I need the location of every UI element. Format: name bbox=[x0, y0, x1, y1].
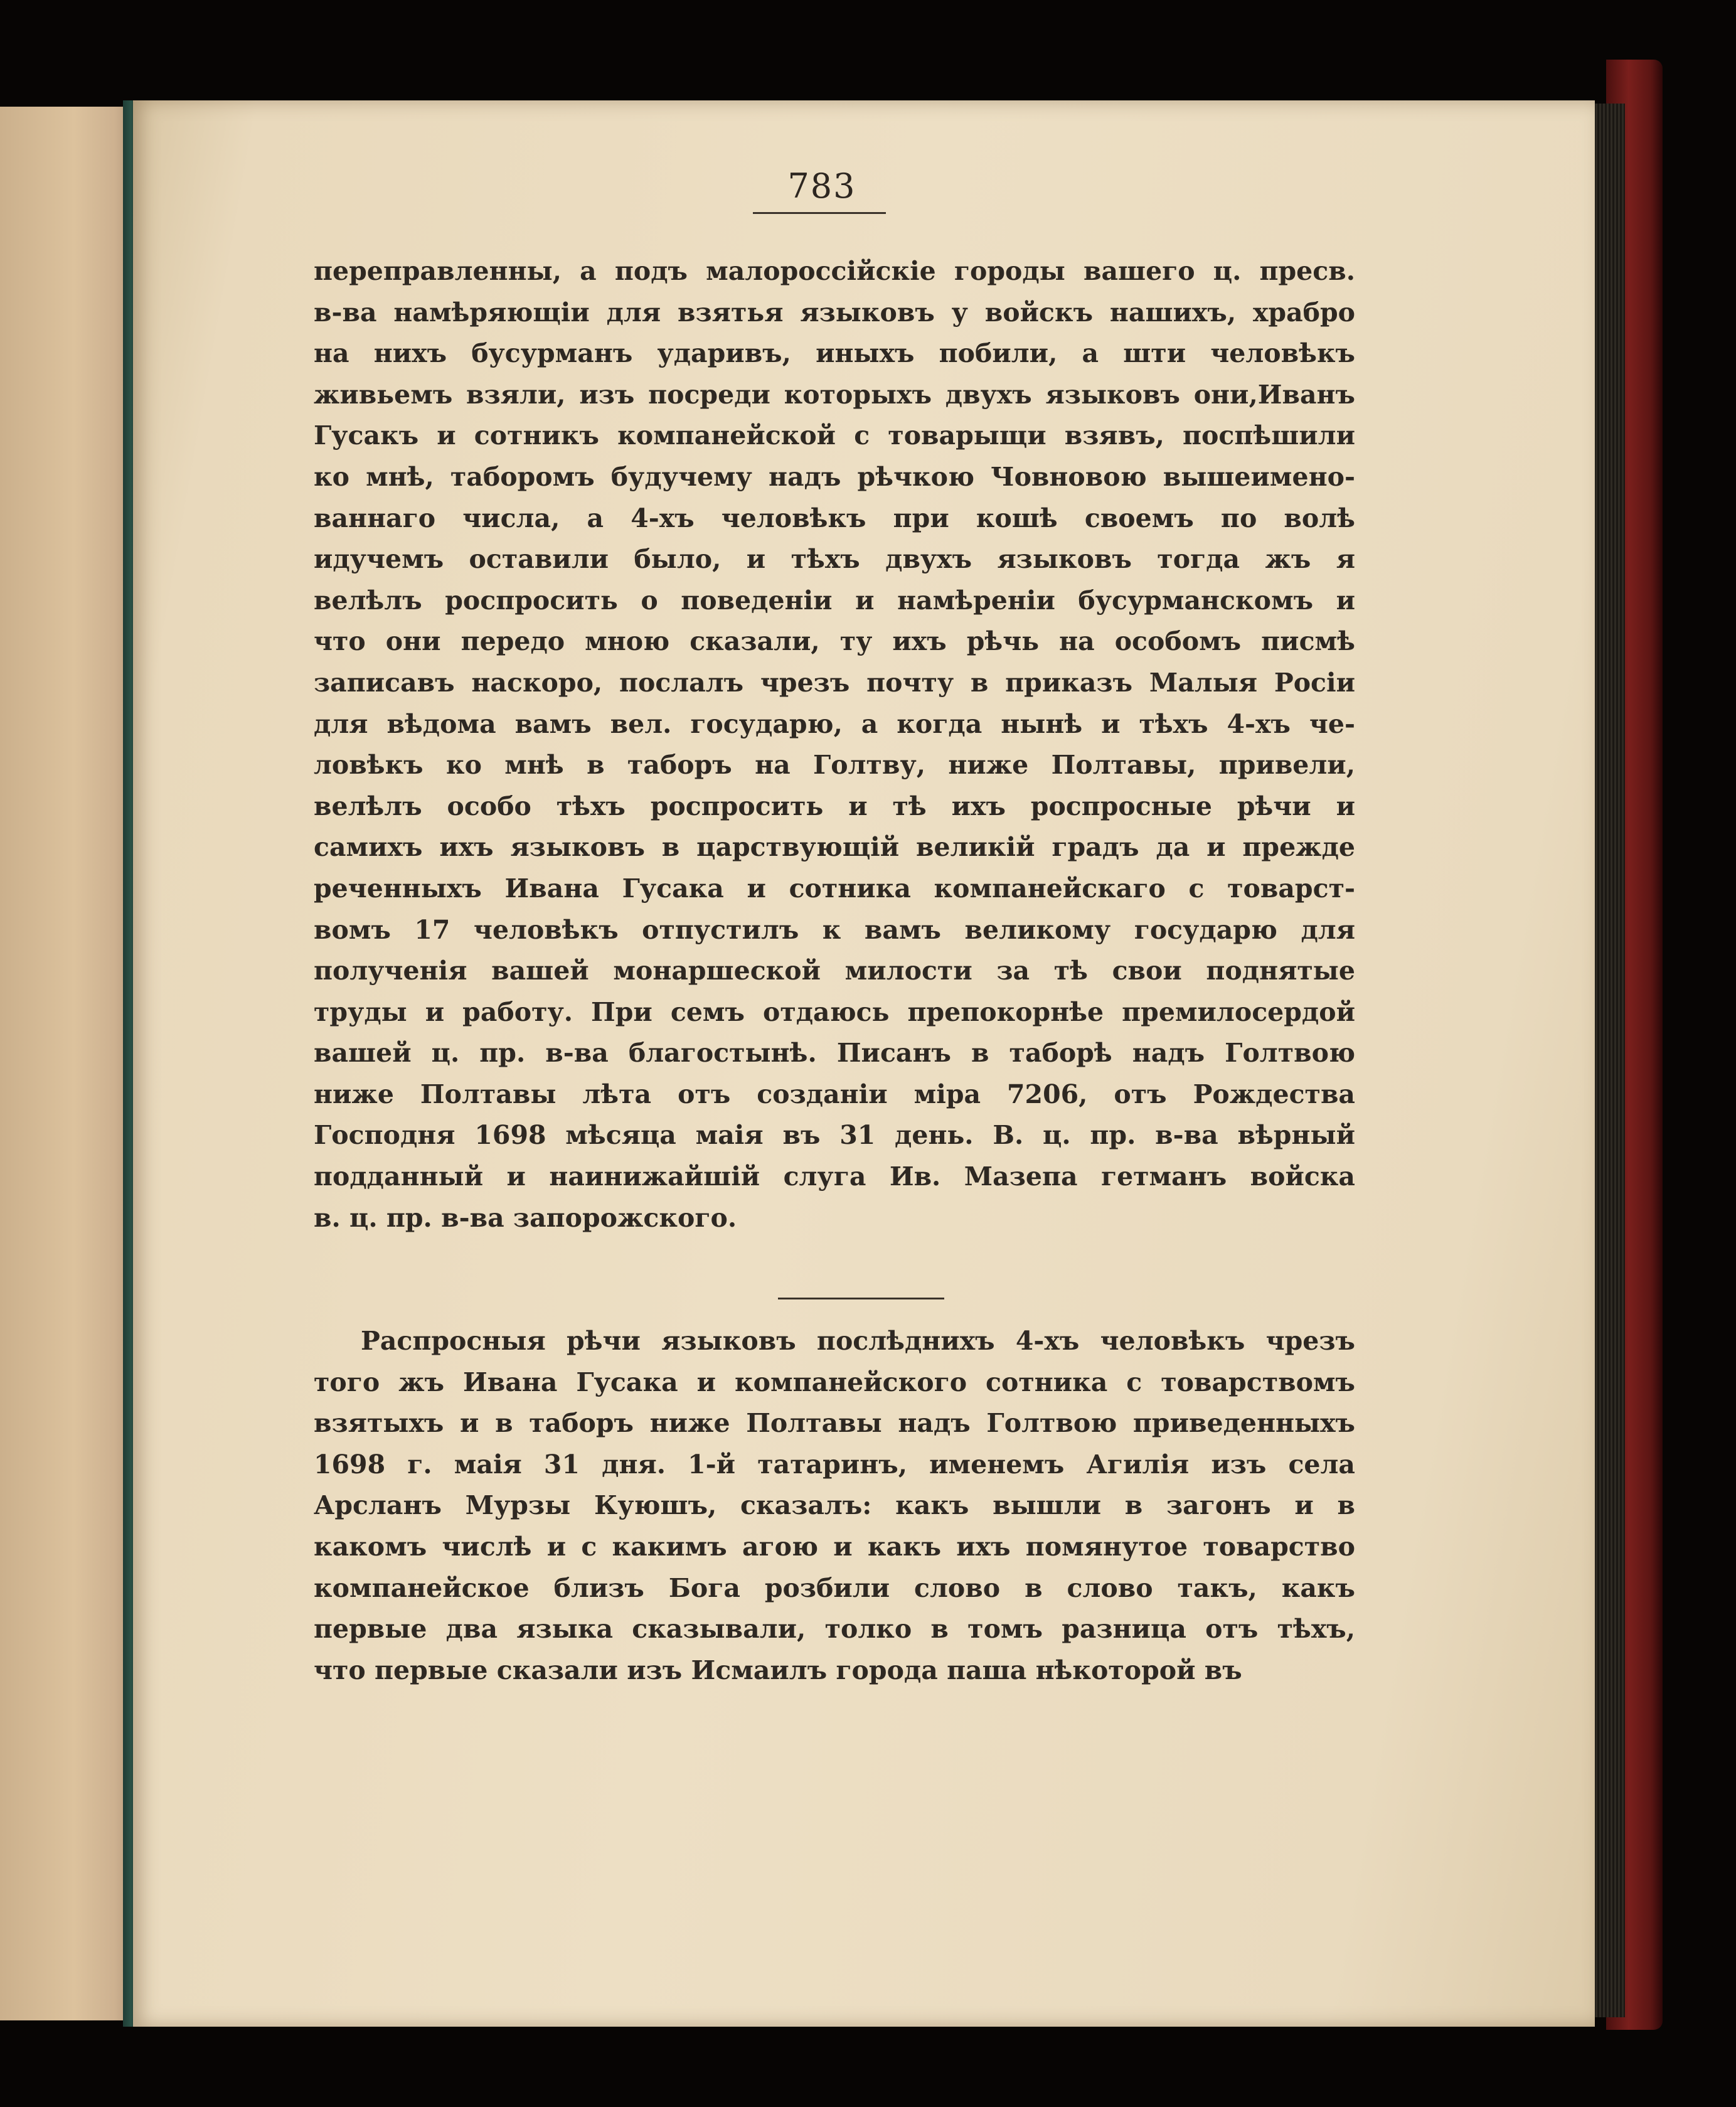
section-divider bbox=[778, 1298, 944, 1299]
text-line: того жъ Ивана Гусака и компанейского сотника с товарствомъ bbox=[314, 1367, 1355, 1397]
text-line: записавъ наскоро, послалъ чрезъ почту в приказъ Малыя Росiи bbox=[314, 667, 1355, 698]
text-line: труды и работу. При семъ отдаюсь препокорнѣе премилосердой bbox=[314, 996, 1355, 1027]
text-line: в-ва намѣряющiи для взятья языковъ у войскъ нашихъ, храбро bbox=[314, 297, 1355, 328]
text-line: велѣлъ особо тѣхъ роспросить и тѣ ихъ роспросные рѣчи и bbox=[314, 791, 1355, 821]
text-line: что первые сказали изъ Исмаилъ города паша нѣкоторой въ bbox=[314, 1655, 1242, 1685]
text-line: ловѣкъ ко мнѣ в таборъ на Голтву, ниже Полтавы, привели, bbox=[314, 750, 1355, 781]
text-line: 1698 г. маiя 31 дня. 1-й татаринъ, именемъ Агилiя изъ села bbox=[314, 1449, 1355, 1480]
text-line: полученiя вашей монаршеской милости за тѣ свои поднятые bbox=[314, 956, 1355, 986]
paragraph-interrogation bbox=[314, 1321, 1355, 1691]
text-line: компанейское близъ Бога розбили слово в слово такъ, какъ bbox=[314, 1572, 1355, 1603]
text-line: живьемъ взяли, изъ посреди которыхъ двухъ языковъ они,Иванъ bbox=[314, 379, 1355, 410]
text-line: взятыхъ и в таборъ ниже Полтавы надъ Голтвою приведенныхъ bbox=[314, 1408, 1355, 1439]
page-number: 783 bbox=[787, 166, 856, 206]
text-line: вомъ 17 человѣкъ отпустилъ к вамъ великому государю для bbox=[314, 914, 1355, 945]
text-line: ко мнѣ, таборомъ будучему надъ рѣчкою Човновою вышеимено- bbox=[314, 461, 1355, 492]
left-page-edge bbox=[0, 107, 135, 2020]
text-line: самихъ ихъ языковъ в царствующiй великiй градъ да и прежде bbox=[314, 832, 1355, 863]
text-line: что они передо мною сказали, ту ихъ рѣчь на особомъ писмѣ bbox=[314, 626, 1355, 657]
text-line: Арсланъ Мурзы Куюшъ, сказалъ: какъ вышли в загонъ и в bbox=[314, 1490, 1355, 1521]
text-line: реченныхъ Ивана Гусака и сотника компанейскаго с товарст- bbox=[314, 873, 1355, 904]
text-line: велѣлъ роспросить о поведенiи и намѣренiи бусурманскомъ и bbox=[314, 585, 1355, 616]
text-line: на нихъ бусурманъ ударивъ, иныхъ побили, а шти человѣкъ bbox=[314, 338, 1355, 369]
text-line: Гусакъ и сотникъ компанейской с товарыщи взявъ, поспѣшили bbox=[314, 420, 1355, 451]
text-line: Господня 1698 мѣсяца маiя въ 31 день. В. ц. пр. в-ва вѣрный bbox=[314, 1120, 1355, 1151]
page-number-rule bbox=[753, 212, 886, 214]
text-line: вашей ц. пр. в-ва благостынѣ. Писанъ в таборѣ надъ Голтвою bbox=[314, 1038, 1355, 1069]
text-line: Распросныя рѣчи языковъ послѣднихъ 4-хъ человѣкъ чрезъ bbox=[361, 1326, 1355, 1356]
text-line: первые два языка сказывали, толко в томъ разница отъ тѣхъ, bbox=[314, 1614, 1355, 1645]
text-line: переправленны, а подъ малороссiйскiе городы вашего ц. пресв. bbox=[314, 256, 1355, 286]
paragraph-letter bbox=[314, 251, 1355, 1239]
text-line: подданный и наинижайшiй слуга Ив. Мазепа гетманъ войска bbox=[314, 1161, 1355, 1192]
text-line: в. ц. пр. в-ва запорожского. bbox=[314, 1202, 737, 1233]
text-line: идучемъ оставили было, и тѣхъ двухъ языковъ тогда жъ я bbox=[314, 544, 1355, 575]
text-line: для вѣдома вамъ вел. государю, а когда нынѣ и тѣхъ 4-хъ че- bbox=[314, 708, 1355, 739]
text-line: ниже Полтавы лѣта отъ созданiи мiра 7206, отъ Рождества bbox=[314, 1079, 1355, 1109]
text-line: какомъ числѣ и с какимъ агою и какъ ихъ помянутое товарство bbox=[314, 1531, 1355, 1562]
text-line: ваннаго числа, а 4-хъ человѣкъ при кошѣ своемъ по волѣ bbox=[314, 503, 1355, 533]
